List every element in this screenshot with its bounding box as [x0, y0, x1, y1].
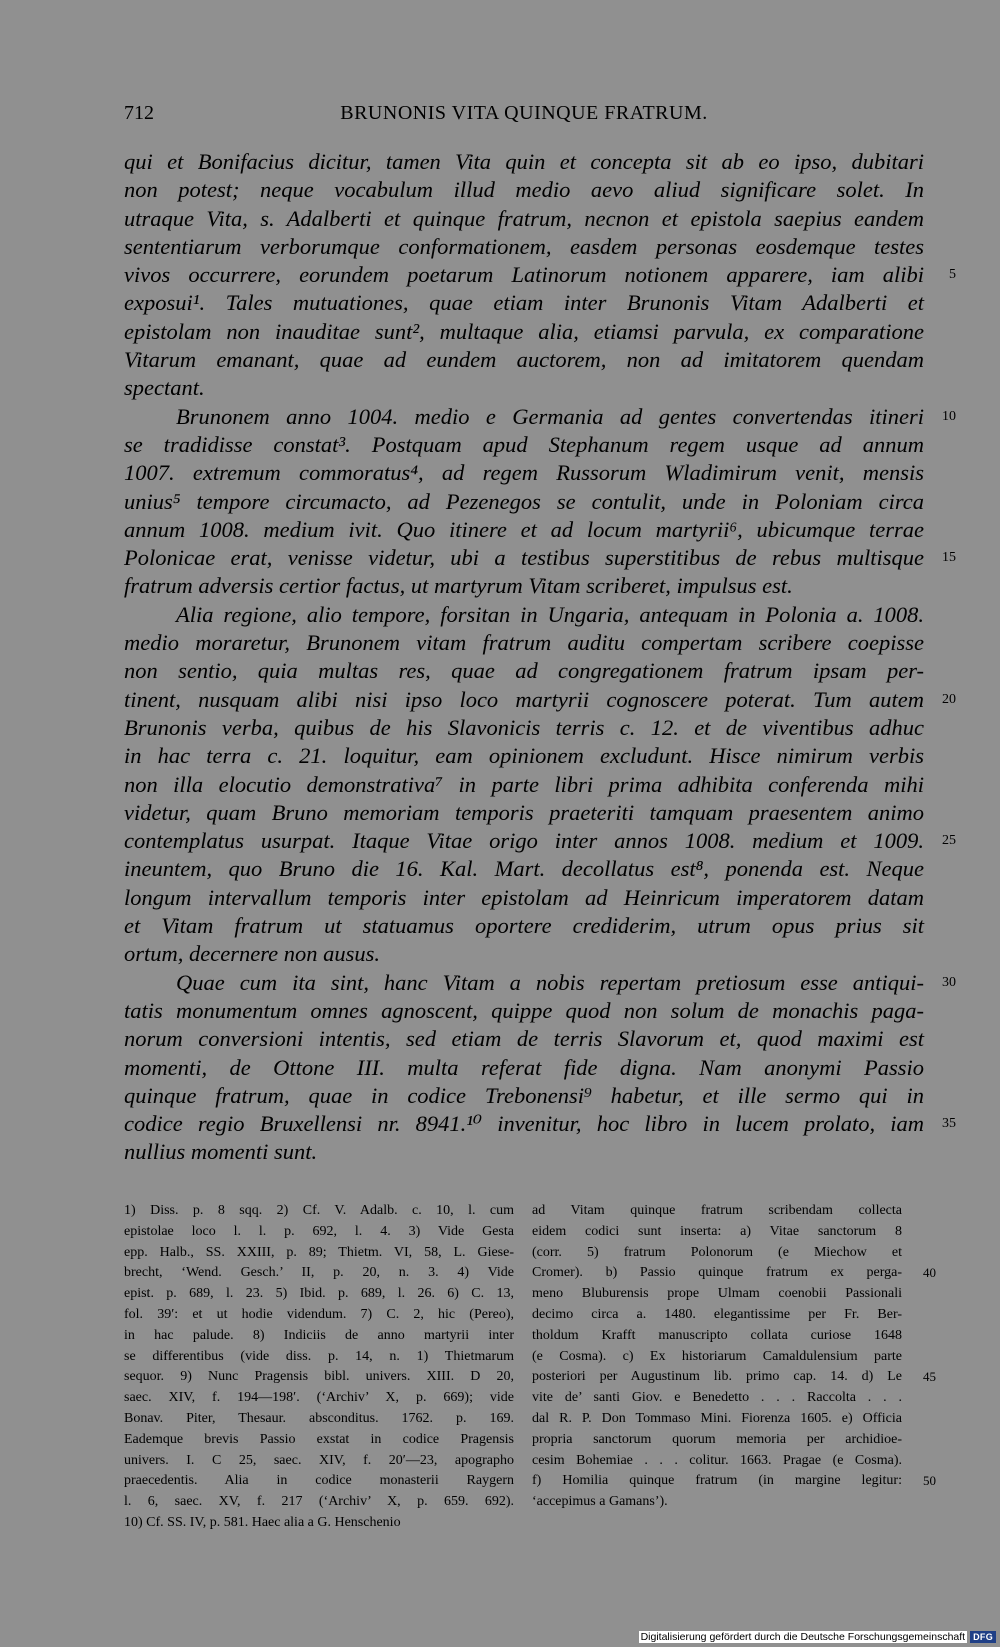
text-line-text: non potest; neque vocabulum illud medio aevo aliud significare solet. In: [124, 177, 924, 203]
footnote-line: [124, 1347, 514, 1368]
running-title: BRUNONIS VITA QUINQUE FRATRUM.: [340, 102, 708, 124]
footnote-line: [124, 1492, 514, 1513]
footnote-line-text: meno Bluburensis prope Ulmam coenobii Passionali: [532, 1286, 902, 1302]
text-line-text: Brunonem anno 1004. medio e Germania ad gentes convertendas itineri: [176, 403, 924, 429]
footnote-line: [532, 1201, 902, 1222]
text-line-text: tinent, nusquam alibi nisi ipso loco martyrii cognoscere poterat. Tum autem: [124, 686, 924, 712]
text-line-text: momenti, de Ottone III. multa referat fide digna. Nam anonymi Passio: [124, 1054, 924, 1080]
text-line: [124, 431, 924, 459]
footnote-line-text: epist. p. 689, l. 23. 5) Ibid. p. 689, l. 26. 6) C. 13,: [124, 1286, 514, 1302]
text-line-text: et Vitam fratrum ut statuamus oportere crediderim, utrum opus prius sit: [124, 913, 924, 939]
line-number: 20: [942, 691, 956, 707]
line-number: 45: [923, 1369, 936, 1385]
text-line: [124, 233, 924, 261]
main-text: [124, 148, 956, 1167]
text-line-text: qui et Bonifacius dicitur, tamen Vita quin et concepta sit ab eo ipso, dubitari: [124, 149, 924, 174]
footnote-line-text: (e Cosma). c) Ex historiarum Camaldulensium parte: [532, 1348, 902, 1364]
text-line-text: quinque fratrum, quae in codice Trebonensi⁹ habetur, et ille sermo qui in: [124, 1082, 924, 1108]
footnote-line: [124, 1409, 514, 1430]
text-line-text: medio moraretur, Brunonem vitam fratrum auditu compertam scribere coepisse: [124, 630, 924, 656]
footnotes-left-column: [124, 1201, 514, 1534]
text-line-text: non sentio, quia multas res, quae ad congregationem fratrum ipsam per-: [124, 658, 924, 684]
footnote-line: [532, 1367, 936, 1388]
footnote-line-text: ‘accepimus a Gamans’).: [532, 1494, 668, 1510]
digitization-credit: [639, 1631, 996, 1643]
text-line: [124, 827, 956, 855]
text-line-text: Alia regione, alio tempore, forsitan in Ungaria, antequam in Polonia a. 1008.: [176, 601, 924, 627]
text-line-text: 1007. extremum commoratus⁴, ad regem Russorum Wladimirum venit, mensis: [124, 460, 924, 486]
footnote-line: [532, 1347, 902, 1368]
text-line: [124, 261, 956, 289]
text-line-text: se tradidisse constat³. Postquam apud Stephanum regem usque ad annum: [124, 431, 924, 457]
line-number: 25: [942, 833, 956, 849]
text-line-text: Polonicae erat, venisse videtur, ubi a testibus superstitibus de rebus multisque: [124, 545, 924, 571]
text-line: [124, 771, 924, 799]
line-number: 5: [949, 267, 956, 283]
footnote-line-text: f) Homilia quinque fratrum (in margine legitur:: [532, 1473, 902, 1489]
text-line: [124, 488, 924, 516]
text-line: [124, 318, 924, 346]
footnote-line-text: l. 6, saec. XV, f. 217 (‘Archiv’ X, p. 659. 692).: [124, 1494, 514, 1510]
text-line: [124, 374, 924, 402]
text-line: [124, 1138, 924, 1166]
text-line-text: ortum, decernere non ausus.: [124, 941, 381, 967]
footnote-line-text: posteriori per Augustinum lib. primo cap. 14. d) Le: [532, 1369, 902, 1385]
text-line: [124, 1025, 924, 1053]
text-line: [124, 1110, 956, 1138]
text-line: [124, 403, 956, 431]
footnote-line: [532, 1305, 902, 1326]
dfg-logo: DFG: [970, 1631, 996, 1643]
text-line: [124, 686, 956, 714]
footnote-line-text: 1) Diss. p. 8 sqq. 2) Cf. V. Adalb. c. 10, l. cum: [124, 1203, 514, 1218]
text-line-text: unius⁵ tempore circumacto, ad Pezenegos se contulit, unde in Poloniam circa: [124, 488, 924, 514]
text-line: [124, 940, 924, 968]
text-line-text: codice regio Bruxellensi nr. 8941.¹⁰ invenitur, hoc libro in lucem prolato, iam: [124, 1111, 924, 1137]
footnote-line: [532, 1451, 902, 1472]
text-line: [124, 657, 924, 685]
footnote-line: [532, 1492, 902, 1513]
text-line-text: Vitarum emanant, quae ad eundem auctorem, non ad imitatorem quendam: [124, 347, 924, 373]
text-line-text: spectant.: [124, 375, 205, 401]
text-line-text: ineuntem, quo Bruno die 16. Kal. Mart. decollatus est⁸, ponenda est. Neque: [124, 856, 924, 882]
text-line: [124, 516, 924, 544]
footnote-line-text: propria sanctorum quorum memoria per archidioe-: [532, 1431, 902, 1447]
text-line: [124, 459, 924, 487]
footnotes-right-column: [532, 1201, 936, 1513]
footnote-line: [532, 1388, 902, 1409]
text-line-text: in hac terra c. 21. loquitur, eam opinionem excludunt. Hisce nimirum verbis: [124, 743, 924, 769]
footnote-line-text: 10) Cf. SS. IV, p. 581. Haec alia a G. Henschenio: [124, 1514, 401, 1530]
line-number: 15: [942, 550, 956, 566]
text-line-text: norum conversioni intentis, sed etiam de terris Slavorum et, quod maximi est: [124, 1026, 924, 1052]
footnote-line: [124, 1513, 514, 1534]
footnote-line: [124, 1284, 514, 1305]
text-line: [124, 148, 924, 176]
text-line-text: sententiarum verborumque conformationem, easdem personas eosdemque testes: [124, 233, 924, 259]
text-line: [124, 1082, 924, 1110]
text-line: [124, 1054, 924, 1082]
credit-text: Digitalisierung gefördert durch die Deutsche Forschungsgemeinschaft: [640, 1631, 966, 1643]
footnote-line-text: se differentibus (vide diss. p. 14, n. 1) Thietmarum: [124, 1348, 514, 1364]
footnote-line-text: decimo circa a. 1480. elegantissime per Fr. Ber-: [532, 1306, 902, 1322]
text-line: [124, 714, 924, 742]
footnote-line-text: Eademque brevis Passio exstat in codice Pragensis: [124, 1431, 514, 1447]
footnote-line: [532, 1471, 936, 1492]
footnote-line-text: dal R. P. Don Tommaso Mini. Fiorenza 1605. e) Officia: [532, 1410, 902, 1426]
footnote-line: [532, 1263, 936, 1284]
text-line-text: exposui¹. Tales mutuationes, quae etiam inter Brunonis Vitam Adalberti et: [124, 290, 924, 316]
line-number: 40: [923, 1265, 936, 1281]
text-line: [124, 601, 924, 629]
footnote-line: [124, 1388, 514, 1409]
text-line: [124, 572, 924, 600]
footnote-line-text: epistolae loco l. l. p. 692, l. 4. 3) Vide Gesta: [124, 1223, 514, 1239]
footnote-line-text: praecedentis. Alia in codice monasterii Raygern: [124, 1473, 514, 1489]
text-line-text: longum intervallum temporis inter epistolam ad Heinricum imperatorem datam: [124, 884, 924, 910]
footnote-line: [124, 1243, 514, 1264]
text-line-text: annum 1008. medium ivit. Quo itinere et ad locum martyrii⁶, ubicumque terrae: [124, 516, 924, 542]
text-line: [124, 884, 924, 912]
line-number: 30: [942, 974, 956, 990]
footnote-line: [532, 1326, 902, 1347]
text-line: [124, 799, 924, 827]
line-number: 50: [923, 1473, 936, 1489]
text-line: [124, 912, 924, 940]
text-line-text: utraque Vita, s. Adalberti et quinque fratrum, necnon et epistola saepius eandem: [124, 205, 924, 231]
footnote-line: [124, 1201, 514, 1222]
footnote-line-text: eidem codici sunt inserta: a) Vitae sanctorum 8: [532, 1223, 902, 1239]
footnote-line-text: Bonav. Piter, Thesaur. absconditus. 1762. p. 169.: [124, 1410, 514, 1426]
text-line: [124, 205, 924, 233]
text-line-text: contemplatus usurpat. Itaque Vitae origo inter annos 1008. medium et 1009.: [124, 828, 924, 854]
footnote-line-text: fol. 39′: et ut hodie videndum. 7) C. 2, hic (Pereo),: [124, 1306, 514, 1322]
line-number: 35: [942, 1116, 956, 1132]
text-line: [124, 997, 924, 1025]
text-line: [124, 969, 956, 997]
footnote-line: [532, 1430, 902, 1451]
footnote-line-text: ad Vitam quinque fratrum scribendam collecta: [532, 1203, 902, 1218]
text-line-text: tatis monumentum omnes agnoscent, quippe quod non solum de monachis paga-: [124, 997, 924, 1023]
footnote-line: [124, 1305, 514, 1326]
text-line: [124, 176, 924, 204]
text-line-text: fratrum adversis certior factus, ut martyrum Vitam scriberet, impulsus est.: [124, 573, 793, 599]
page-number: 712: [124, 102, 154, 124]
footnote-line-text: in hac palude. 8) Indiciis de anno martyrii inter: [124, 1327, 514, 1343]
text-line: [124, 629, 924, 657]
text-line: [124, 289, 924, 317]
text-line-text: epistolam non inauditae sunt², multaque alia, etiamsi parvula, ex comparatione: [124, 318, 924, 344]
footnote-line-text: epp. Halb., SS. XXIII, p. 89; Thietm. VI, 58, L. Giese-: [124, 1244, 514, 1260]
text-line: [124, 855, 924, 883]
footnote-line: [124, 1430, 514, 1451]
text-line: [124, 544, 956, 572]
footnote-line: [532, 1409, 902, 1430]
text-line-text: non illa elocutio demonstrativa⁷ in parte libri prima adhibita conferenda mihi: [124, 771, 924, 797]
footnote-line: [124, 1326, 514, 1347]
footnote-line-text: (corr. 5) fratrum Polonorum (e Miechow et: [532, 1244, 902, 1260]
footnote-line-text: vite de’ santi Giov. e Benedetto . . . Raccolta . . .: [532, 1390, 902, 1406]
footnote-line: [532, 1222, 902, 1243]
footnote-line: [124, 1451, 514, 1472]
footnote-line-text: sequor. 9) Nunc Pragensis bibl. univers. XIII. D 20,: [124, 1369, 514, 1385]
footnote-line-text: univers. I. C 25, saec. XIV, f. 20′—23, apographo: [124, 1452, 514, 1468]
footnote-line-text: tholdum Krafft manuscripto collata curiose 1648: [532, 1327, 902, 1343]
footnote-line: [124, 1222, 514, 1243]
text-line-text: Brunonis verba, quibus de his Slavonicis terris c. 12. et de viventibus adhuc: [124, 714, 924, 740]
footnote-line: [124, 1471, 514, 1492]
text-line-text: nullius momenti sunt.: [124, 1139, 318, 1165]
text-line-text: videtur, quam Bruno memoriam temporis praeteriti tamquam praesentem animo: [124, 799, 924, 825]
footnote-line: [124, 1263, 514, 1284]
line-number: 10: [942, 408, 956, 424]
footnote-line-text: Cromer). b) Passio quinque fratrum ex perga-: [532, 1265, 902, 1281]
footnote-line: [532, 1284, 902, 1305]
text-line-text: Quae cum ita sint, hanc Vitam a nobis repertam pretiosum esse antiqui-: [176, 969, 924, 995]
page-header: [124, 102, 924, 132]
footnote-line: [124, 1367, 514, 1388]
text-line-text: vivos occurrere, eorundem poetarum Latinorum notionem apparere, iam alibi: [124, 262, 924, 288]
text-line: [124, 346, 924, 374]
footnote-line-text: saec. XIV, f. 194—198′. (‘Archiv’ X, p. 669); vide: [124, 1390, 514, 1406]
footnote-line-text: cesim Bohemiae . . . colitur. 1663. Pragae (e Cosma).: [532, 1452, 902, 1468]
footnote-line: [532, 1243, 902, 1264]
footnote-line-text: brecht, ‘Wend. Gesch.’ II, p. 20, n. 3. 4) Vide: [124, 1265, 514, 1281]
text-line: [124, 742, 924, 770]
